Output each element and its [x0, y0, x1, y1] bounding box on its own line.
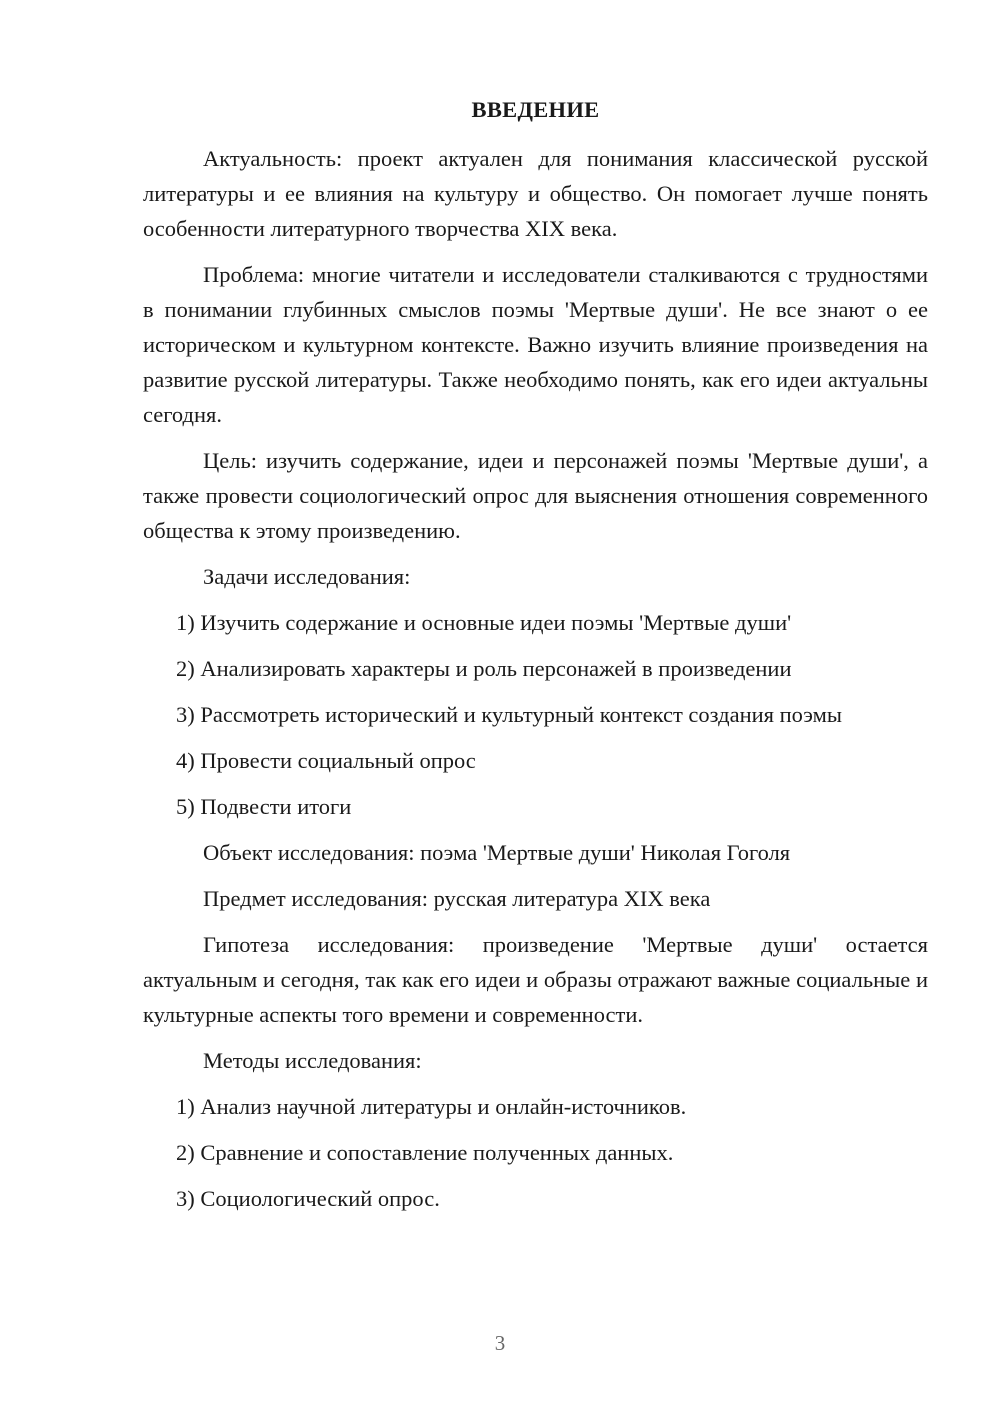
page-number: 3: [494, 1331, 506, 1355]
task-item: 2) Анализировать характеры и роль персонажей в произведении: [176, 656, 792, 681]
task-item: 3) Рассмотреть исторический и культурный контекст создания поэмы: [176, 702, 843, 727]
methods-heading: Методы исследования:: [203, 1048, 422, 1073]
tasks-list: [143, 605, 928, 824]
hypothesis-paragraph: Гипотеза исследования: произведение 'Мертвые души' остается актуальным и сегодня, так как его идеи и образы отражают важные социальные и культурные аспекты того времени и современности.: [143, 932, 928, 1027]
method-item: 1) Анализ научной литературы и онлайн-источников.: [176, 1094, 687, 1119]
research-object: Объект исследования: поэма 'Мертвые души' Николая Гоголя: [203, 840, 791, 865]
methods-list: [143, 1089, 928, 1216]
relevance-paragraph: Актуальность: проект актуален для понимания классической русской литературы и ее влияния на культуру и общество. Он помогает лучше понять особенности литературного творчества XIX века.: [143, 146, 928, 241]
task-item: 4) Провести социальный опрос: [176, 748, 476, 773]
page-body: [143, 92, 928, 1227]
section-title: ВВЕДЕНИЕ: [471, 97, 600, 122]
goal-paragraph: Цель: изучить содержание, идеи и персонажей поэмы 'Мертвые души', а также провести социологический опрос для выяснения отношения современного общества к этому произведению.: [143, 448, 928, 543]
task-item: 1) Изучить содержание и основные идеи поэмы 'Мертвые души': [176, 610, 792, 635]
tasks-heading: Задачи исследования:: [203, 564, 411, 589]
research-subject: Предмет исследования: русская литература XIX века: [203, 886, 711, 911]
method-item: 3) Социологический опрос.: [176, 1186, 440, 1211]
method-item: 2) Сравнение и сопоставление полученных данных.: [176, 1140, 674, 1165]
task-item: 5) Подвести итоги: [176, 794, 352, 819]
problem-paragraph: Проблема: многие читатели и исследователи сталкиваются с трудностями в понимании глубинных смыслов поэмы 'Мертвые души'. Не все знают о ее историческом и культурном контексте. Важно изучить влияние произведения на развитие русской литературы. Также необходимо понять, как его идеи актуальны сегодня.: [143, 262, 928, 427]
